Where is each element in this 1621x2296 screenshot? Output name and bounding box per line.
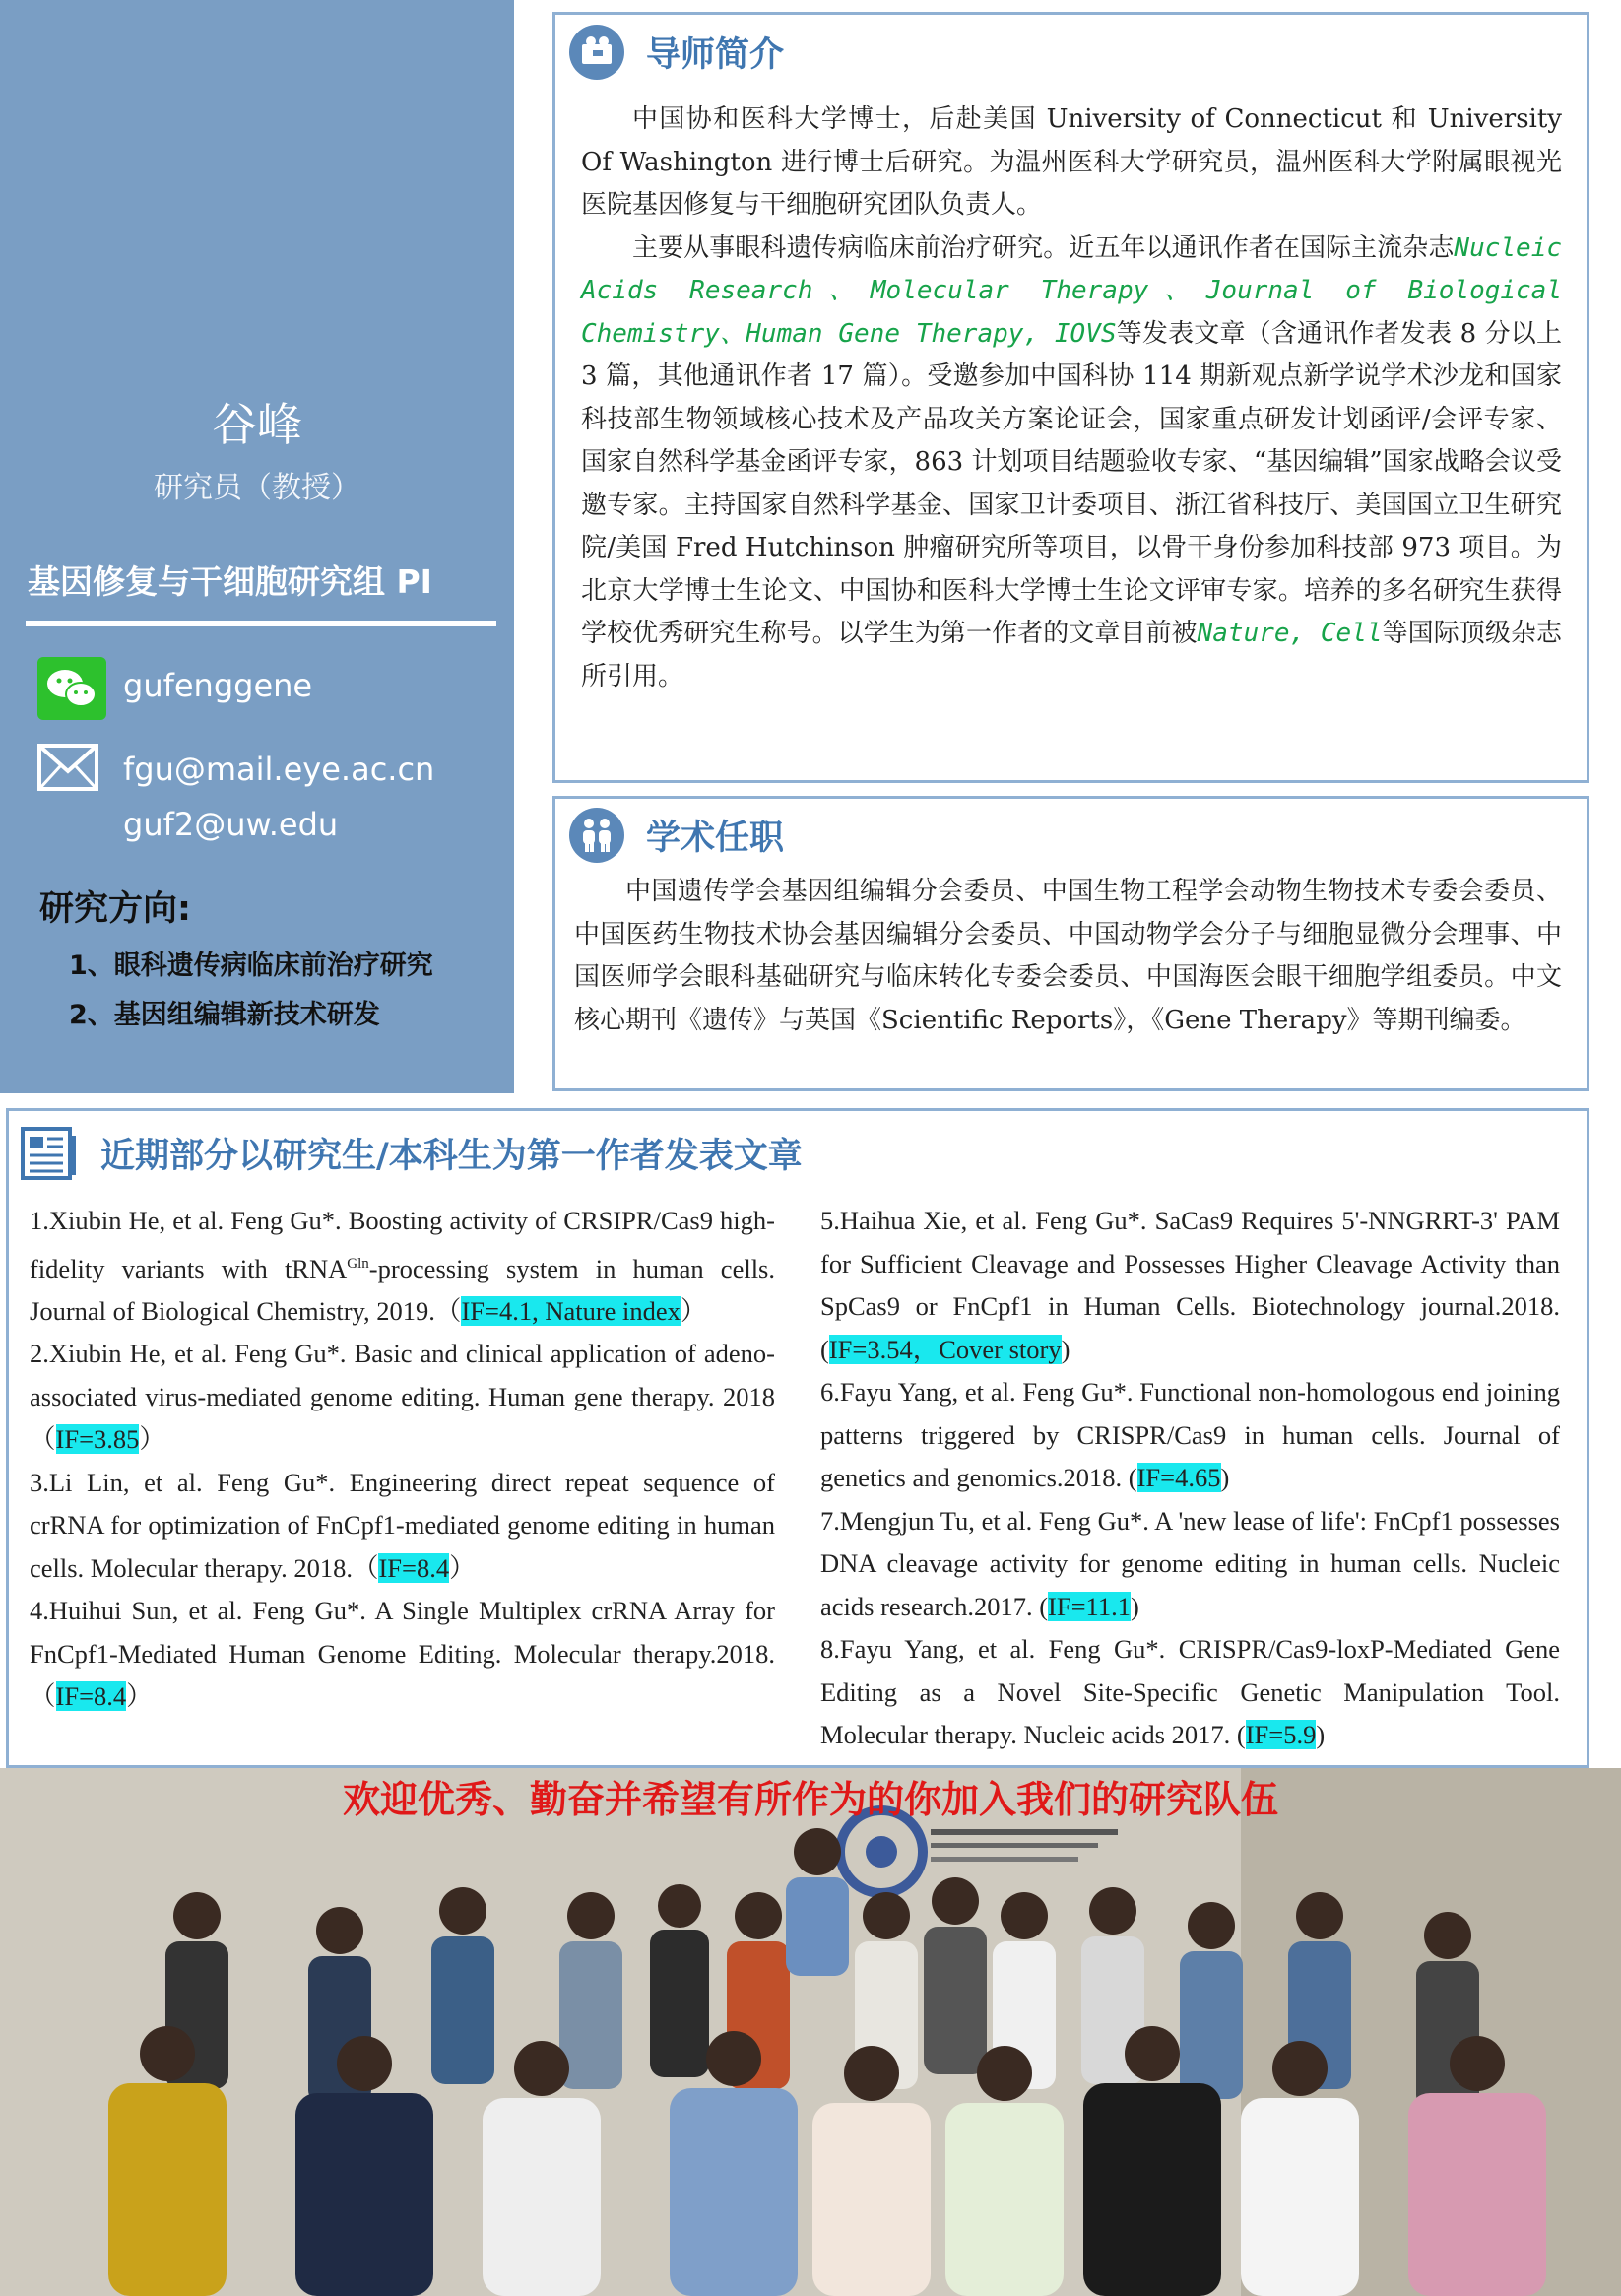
bio-title: 导师简介: [646, 35, 785, 75]
impact-factor-highlight: IF=4.65: [1136, 1463, 1221, 1492]
publication-item: [820, 1500, 1560, 1629]
journal-list: Nature, Cell: [1197, 619, 1383, 648]
publications-right-column: [820, 1200, 1560, 1757]
email-secondary[interactable]: guf2@uw.edu: [123, 806, 339, 843]
citation-text: ): [1061, 1334, 1070, 1364]
research-item: 1、眼科遗传病临床前治疗研究: [69, 951, 433, 981]
citation-text: 8.Fayu Yang, et al. Feng Gu*. CRISPR/Cas9-loxP-Mediated Gene Editing as a Novel Site-Specific Genetic Manipulation Tool. Molecular therapy. Nucleic acids 2017. (: [820, 1634, 1560, 1749]
citation-text: ）: [139, 1424, 165, 1455]
bio-text-segment: 等发表文章（含通讯作者发表 8 分以上 3 篇，其他通讯作者 17 篇）。受邀参加中国科协 114 期新观点新学说学术沙龙和国家科技部生物领域核心技术及产品攻关方案论证会，国家重点研发计划函评/会评专家、国家自然科学基金函评专家，863 计划项目结题验收专家、“基因编辑”国家战略会议受邀专家。主持国家自然科学基金、国家卫计委项目、浙江省科技厅、美国国立卫生研究院/美国 Fred Hutchinson 肿瘤研究所等项目，以骨干身份参加科技部 973 项目。为北京大学博士生论文、中国协和医科大学博士生论文评审专家。培养的多名研究生获得学校优秀研究生称号。以学生为第一作者的文章目前被: [581, 318, 1562, 648]
impact-factor-highlight: IF=4.1, Nature index: [461, 1295, 681, 1326]
publications-left-column: [30, 1200, 775, 1719]
citation-text: 5.Haihua Xie, et al. Feng Gu*. SaCas9 Requires 5'-NNGRRT-3' PAM for Sufficient Cleavage and Possesses Higher Cleavage Activity than SpCas9 or FnCpf1 in Human Cells. Biotechnology journal.2018. (: [820, 1206, 1560, 1364]
impact-factor-highlight: IF=11.1: [1048, 1591, 1131, 1621]
mail-icon: [37, 744, 98, 791]
recruitment-banner: 欢迎优秀、勤奋并希望有所作为的你加入我们的研究队伍: [342, 1777, 1278, 1821]
bio-text-segment: 等国际顶级杂志所引用。: [581, 619, 1562, 691]
citation-text: ）: [449, 1552, 476, 1583]
divider: [26, 621, 496, 626]
citation-text: ): [1316, 1720, 1326, 1749]
citation-superscript: Gln: [347, 1255, 369, 1272]
publication-item: [820, 1371, 1560, 1500]
impact-factor-highlight: IF=8.4: [55, 1681, 127, 1712]
bio-paragraph: 中国协和医科大学博士，后赴美国 University of Connecticut 和 University Of Washington 进行博士后研究。为温州医科大学研究员，温州医科大学附属眼视光医院基因修复与干细胞研究团队负责人。: [581, 104, 1562, 220]
publications-header: [20, 1126, 803, 1181]
publication-item: [820, 1628, 1560, 1757]
publication-item: [820, 1200, 1560, 1371]
wechat-icon: [37, 657, 106, 720]
profile-name: 谷峰: [212, 398, 302, 451]
research-item: 2、基因组编辑新技术研发: [69, 1000, 380, 1030]
bio-paragraph: [581, 228, 1562, 699]
citation-text: 6.Fayu Yang, et al. Feng Gu*. Functional non-homologous end joining patterns triggered by CRISPR/Cas9 in human cells. Journal of genetics and genomics.2018. (: [820, 1377, 1560, 1492]
citation-text: 3.Li Lin, et al. Feng Gu*. Engineering direct repeat sequence of crRNA for optimization of FnCpf1-mediated genome editing in human cells. Molecular therapy. 2018.（: [30, 1467, 775, 1583]
citation-text: -processing system in human cells. Journal of Biological Chemistry, 2019.（: [30, 1253, 775, 1326]
citation-text: ）: [680, 1295, 707, 1326]
profile-rank: 研究员（教授）: [154, 471, 360, 505]
journal-list: Nucleic Acids Research、Molecular Therapy、Journal of Biological Chemistry、Human Gene Therapy, IOVS: [581, 232, 1562, 349]
bio-header: [569, 25, 784, 80]
mentor-icon: [569, 25, 624, 80]
publications-title: 近期部分以研究生/本科生为第一作者发表文章: [100, 1137, 803, 1176]
research-title: 研究方向:: [39, 889, 191, 929]
group-photo-illustration: [0, 1768, 1621, 2296]
document-icon: [20, 1126, 79, 1181]
bio-text: [581, 98, 1562, 698]
group-photo: [0, 1768, 1621, 2296]
bio-text-segment: 主要从事眼科遗传病临床前治疗研究。近五年以通讯作者在国际主流杂志: [632, 232, 1455, 263]
citation-text: 7.Mengjun Tu, et al. Feng Gu*. A 'new lease of life': FnCpf1 possesses DNA cleavage activity for genome editing in human cells. Nucleic acids research.2017. (: [820, 1505, 1560, 1621]
publication-item: [30, 1333, 775, 1462]
impact-factor-highlight: IF=8.4: [378, 1552, 450, 1583]
positions-paragraph: 中国遗传学会基因组编辑分会委员、中国生物工程学会动物生物技术专委会委员、中国医药生物技术协会基因编辑分会委员、中国动物学会分子与细胞显微分会理事、中国医师学会眼科基础研究与临床转化专委会委员、中国海医会眼干细胞学组委员。中文核心期刊《遗传》与英国《Scientific Reports》，《Gene Therapy》等期刊编委。: [574, 877, 1562, 1035]
citation-text: ): [1130, 1591, 1139, 1621]
citation-text: 4.Huihui Sun, et al. Feng Gu*. A Single Multiplex crRNA Array for FnCpf1-Mediated Human Genome Editing. Molecular therapy.2018.（: [30, 1596, 775, 1712]
email-primary[interactable]: fgu@mail.eye.ac.cn: [123, 751, 435, 788]
email-row: [37, 744, 98, 791]
publication-item: [30, 1200, 775, 1333]
positions-header: [569, 808, 784, 863]
impact-factor-highlight: IF=5.9: [1245, 1720, 1317, 1749]
citation-text: ): [1220, 1463, 1230, 1492]
impact-factor-highlight: IF=3.85: [55, 1424, 140, 1455]
positions-text: [574, 871, 1562, 1042]
citation-text: ）: [126, 1681, 153, 1712]
citation-text: 2.Xiubin He, et al. Feng Gu*. Basic and clinical application of adeno-associated virus-mediated genome editing. Human gene therapy. 2018（: [30, 1339, 775, 1455]
publication-item: [30, 1462, 775, 1591]
citation-text: 1.Xiubin He, et al. Feng Gu*. Boosting activity of CRSIPR/Cas9 high-fidelity variants with tRNA: [30, 1206, 775, 1283]
profile-sidebar: [0, 0, 514, 1093]
wechat-row: [37, 657, 106, 720]
impact-factor-highlight: IF=3.54，Cover story: [828, 1334, 1062, 1364]
people-icon: [569, 808, 624, 863]
positions-title: 学术任职: [646, 819, 785, 858]
wechat-id: gufenggene: [123, 667, 313, 704]
group-title: 基因修复与干细胞研究组 PI: [28, 562, 432, 601]
publication-item: [30, 1590, 775, 1719]
